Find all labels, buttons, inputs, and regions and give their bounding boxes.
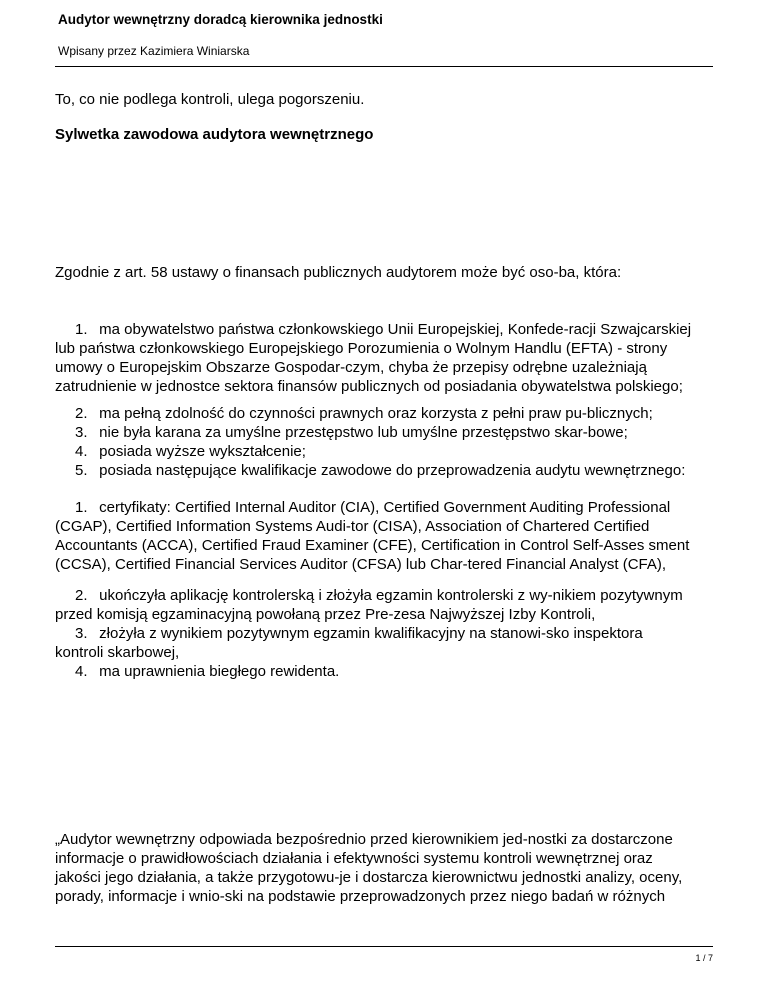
list-item <box>55 320 691 396</box>
list-number: 3. <box>75 424 88 441</box>
header-divider <box>55 66 713 67</box>
list-text: złożyła z wynikiem pozytywnym egzamin kwalifikacyjny na stanowi-sko inspektora <box>99 625 643 642</box>
list-text: ukończyła aplikację kontrolerską i złożyła egzamin kontrolerski z wy-nikiem pozytywnym <box>99 587 683 604</box>
list-text: kontroli skarbowej, <box>55 644 180 661</box>
list-text: (CGAP), Certified Information Systems Audi-tor (CISA), Association of Chartered Certified <box>55 518 650 535</box>
list-text: posiada wyższe wykształcenie; <box>99 443 306 460</box>
list-number: 2. <box>75 405 88 422</box>
qualification-item <box>75 662 339 681</box>
list-text: certyfikaty: Certified Internal Auditor (CIA), Certified Government Auditing Professional <box>99 499 671 516</box>
page-number: 1 / 7 <box>695 953 713 963</box>
list-text: lub państwa członkowskiego Europejskiego Porozumienia o Wolnym Handlu (EFTA) - strony <box>55 340 668 357</box>
according-paragraph: Zgodnie z art. 58 ustawy o finansach publicznych audytorem może być oso-ba, która: <box>55 264 622 281</box>
list-number: 4. <box>75 443 88 460</box>
quote-line: porady, informacje i wnio-ski na podstawie przeprowadzonych przez niego badań w różnych <box>55 888 666 905</box>
quote-line: informacje o prawidłowościach działania i efektywności systemu kontroli wewnętrznej oraz <box>55 850 653 867</box>
list-item <box>75 404 653 423</box>
list-text: ma uprawnienia biegłego rewidenta. <box>99 663 340 680</box>
list-text: Accountants (ACCA), Certified Fraud Examiner (CFE), Certification in Control Self-Asses sment <box>55 537 690 554</box>
qualification-item <box>55 624 643 662</box>
quote-paragraph <box>55 830 682 906</box>
list-item <box>75 461 685 480</box>
list-text: zatrudnienie w jednostce sektora finansów publicznych od posiadania obywatelstwa polskiego; <box>55 378 683 395</box>
list-number: 2. <box>75 587 88 604</box>
list-number: 3. <box>75 625 88 642</box>
footer-divider <box>55 946 713 947</box>
quote-line: jakości jego działania, a także przygotowu-je i dostarcza kierownictwu jednostki analizy, oceny, <box>55 869 683 886</box>
list-text: umowy o Europejskim Obszarze Gospodar-czym, chyba że przepisy odrębne uzależniają <box>55 359 647 376</box>
list-number: 4. <box>75 663 88 680</box>
list-text: przed komisją egzaminacyjną powołaną przez Pre-zesa Najwyższej Izby Kontroli, <box>55 606 596 623</box>
section-heading: Sylwetka zawodowa audytora wewnętrznego <box>55 126 374 143</box>
list-text: posiada następujące kwalifikacje zawodowe do przeprowadzenia audytu wewnętrznego: <box>99 462 686 479</box>
quote-line: „Audytor wewnętrzny odpowiada bezpośrednio przed kierownikiem jed-nostki za dostarczone <box>55 831 673 848</box>
list-text: (CCSA), Certified Financial Services Auditor (CFSA) lub Char-tered Financial Analyst (CFA), <box>55 556 667 573</box>
list-number: 1. <box>75 499 88 516</box>
list-item <box>75 423 628 442</box>
document-title: Audytor wewnętrzny doradcą kierownika jednostki <box>58 12 383 27</box>
list-number: 5. <box>75 462 88 479</box>
list-number: 1. <box>75 321 88 338</box>
list-text: ma obywatelstwo państwa członkowskiego Unii Europejskiej, Konfede-racji Szwajcarskiej <box>99 321 692 338</box>
list-text: nie była karana za umyślne przestępstwo lub umyślne przestępstwo skar-bowe; <box>99 424 628 441</box>
intro-sentence: To, co nie podlega kontroli, ulega pogorszeniu. <box>55 91 365 108</box>
author-line: Wpisany przez Kazimiera Winiarska <box>58 44 250 58</box>
qualification-item <box>55 498 689 574</box>
qualification-item <box>55 586 683 624</box>
list-item <box>75 442 306 461</box>
list-text: ma pełną zdolność do czynności prawnych oraz korzysta z pełni praw pu-blicznych; <box>99 405 653 422</box>
